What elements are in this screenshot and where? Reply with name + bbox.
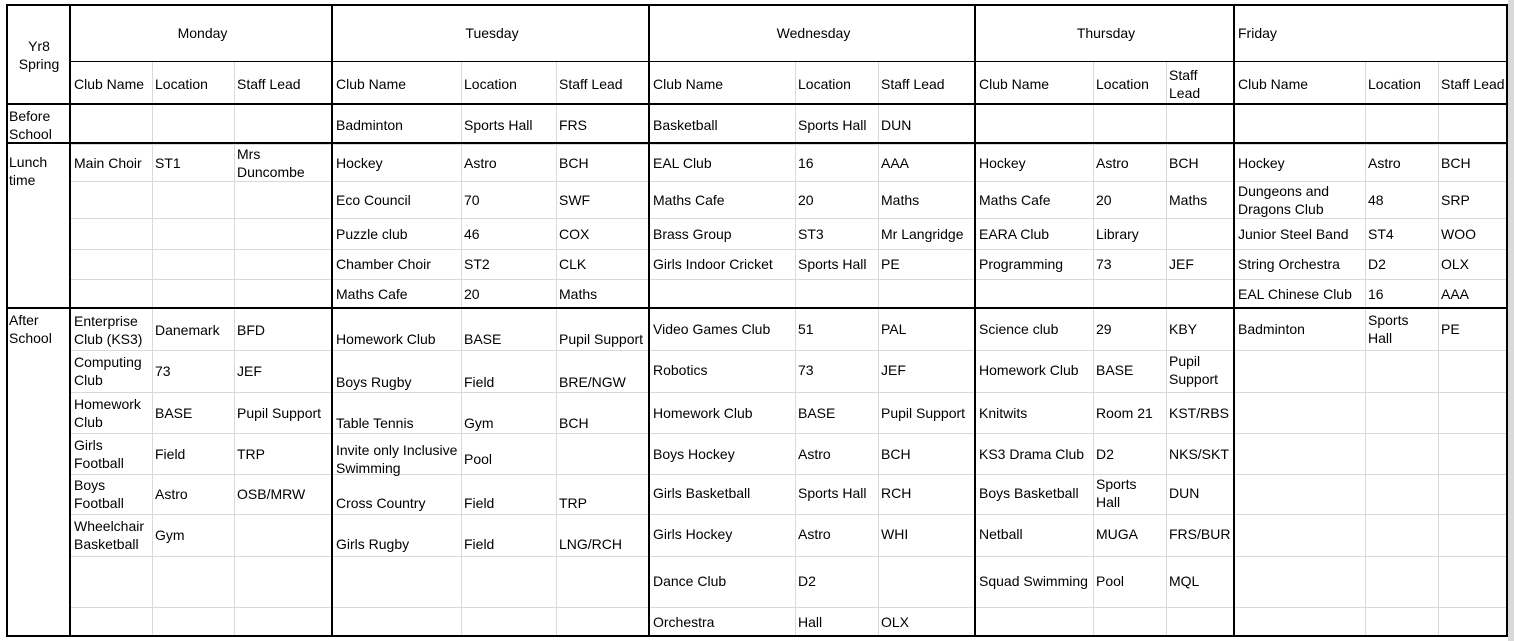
location-cell[interactable]: Hall	[798, 614, 823, 630]
club-name-cell[interactable]: Boys Basketball	[979, 485, 1079, 501]
staff-lead-cell[interactable]	[1166, 218, 1234, 249]
subheader-location[interactable]: Location	[1096, 76, 1149, 92]
location-cell[interactable]: 20	[464, 286, 480, 302]
staff-lead-cell[interactable]: Maths	[881, 191, 920, 208]
staff-lead-cell[interactable]: RCH	[881, 485, 912, 501]
location-cell[interactable]: BASE	[1096, 362, 1134, 378]
border-line	[1233, 4, 1235, 637]
staff-lead-cell[interactable]: JEF	[1169, 256, 1194, 272]
subheader-club-name[interactable]: Club Name	[979, 76, 1050, 92]
staff-lead-cell[interactable]: KST/RBS	[1169, 405, 1229, 421]
location-cell[interactable]: D2	[1368, 256, 1386, 272]
club-name-cell[interactable]: Robotics	[653, 362, 708, 378]
location-cell[interactable]: D2	[1096, 446, 1114, 462]
location-cell[interactable]: Sports Hall	[1368, 312, 1409, 346]
subheader-club-name[interactable]: Club Name	[336, 76, 407, 92]
club-name-cell[interactable]: Girls Rugby	[336, 536, 410, 552]
location-cell[interactable]: Field	[464, 536, 495, 552]
club-name-cell[interactable]: Homework Club	[653, 405, 753, 421]
club-name-cell[interactable]: EAL Club	[653, 154, 712, 171]
day-header-monday[interactable]: Monday	[177, 25, 228, 41]
club-name-cell[interactable]: Junior Steel Band	[1238, 225, 1349, 242]
staff-lead-cell[interactable]: PE	[1441, 321, 1460, 337]
club-name-cell[interactable]: Basketball	[653, 116, 718, 133]
club-name-cell[interactable]: Girls Indoor Cricket	[653, 256, 773, 272]
location-cell[interactable]: Pool	[1096, 573, 1125, 589]
border-line	[69, 4, 71, 637]
location-cell[interactable]: Astro	[1096, 154, 1129, 171]
location-cell[interactable]: 20	[798, 191, 814, 208]
staff-lead-cell[interactable]: CLK	[559, 256, 587, 272]
staff-lead-cell[interactable]: COX	[559, 225, 590, 242]
border-line	[6, 635, 1508, 637]
staff-lead-cell[interactable]: Mr Langridge	[881, 225, 964, 242]
club-name-cell[interactable]: Invite only Inclusive Swimming	[336, 442, 458, 476]
club-name-cell[interactable]: Homework Club	[74, 395, 141, 430]
location-cell[interactable]: Sports Hall	[798, 116, 867, 133]
location-cell[interactable]: Astro	[1368, 154, 1401, 171]
staff-lead-cell[interactable]: BCH	[881, 446, 911, 462]
location-cell[interactable]: ST3	[798, 225, 824, 242]
club-name-cell[interactable]: Programming	[979, 256, 1064, 272]
club-name-cell[interactable]: EARA Club	[979, 225, 1050, 242]
club-name-cell[interactable]: Netball	[979, 526, 1023, 542]
staff-lead-cell[interactable]	[878, 556, 975, 606]
location-cell[interactable]: Sports Hall	[798, 256, 867, 272]
club-name-cell[interactable]: Dungeons and Dragons Club	[1238, 182, 1330, 217]
location-cell[interactable]: D2	[798, 573, 816, 589]
subheader-club-name[interactable]: Club Name	[74, 76, 145, 92]
subheader-staff-lead[interactable]: Staff Lead	[237, 76, 301, 92]
border-line	[71, 61, 1508, 62]
club-name-cell[interactable]: Knitwits	[979, 405, 1028, 421]
club-name-cell[interactable]: Dance Club	[653, 573, 727, 589]
location-cell[interactable]: MUGA	[1096, 526, 1138, 542]
location-cell[interactable]: BASE	[798, 405, 836, 421]
location-cell[interactable]: 51	[798, 321, 814, 337]
location-cell[interactable]: Danemark	[155, 322, 220, 338]
staff-lead-cell[interactable]: PE	[881, 256, 900, 272]
location-cell[interactable]: BASE	[155, 404, 193, 421]
subheader-staff-lead[interactable]: Staff Lead	[559, 76, 623, 92]
location-cell[interactable]: 48	[1368, 191, 1384, 208]
staff-lead-cell[interactable]: TRP	[237, 445, 265, 462]
staff-lead-cell[interactable]: DUN	[881, 116, 912, 133]
club-name-cell[interactable]: Maths Cafe	[336, 286, 408, 302]
subheader-staff-lead[interactable]: Staff Lead	[1441, 76, 1505, 92]
club-name-cell[interactable]: Cross Country	[336, 495, 426, 511]
staff-lead-cell[interactable]: Mrs Duncombe	[237, 145, 305, 180]
border-line	[974, 4, 976, 637]
border-line	[6, 307, 1508, 309]
location-cell[interactable]: 29	[1096, 321, 1112, 337]
location-cell[interactable]: Sports Hall	[1096, 476, 1137, 510]
club-name-cell[interactable]: Boys Hockey	[653, 446, 735, 462]
club-name-cell[interactable]: Homework Club	[336, 331, 436, 347]
club-name-cell[interactable]: Boys Rugby	[336, 374, 412, 390]
border-line	[6, 4, 1508, 6]
club-name-cell[interactable]: Wheelchair Basketball	[74, 518, 145, 552]
staff-lead-cell[interactable]: BCH	[1441, 154, 1471, 171]
staff-lead-cell[interactable]: KBY	[1169, 321, 1198, 337]
location-cell[interactable]: 73	[798, 362, 814, 378]
club-name-cell[interactable]: Main Choir	[74, 154, 142, 171]
location-cell[interactable]: 16	[798, 154, 814, 171]
staff-lead-cell[interactable]: JEF	[881, 362, 906, 378]
period-lunch-time[interactable]: Lunch time	[9, 154, 48, 188]
location-cell[interactable]: 46	[464, 225, 480, 242]
staff-lead-cell[interactable]: SRP	[1441, 191, 1470, 208]
location-cell[interactable]: 73	[155, 363, 171, 379]
club-name-cell[interactable]: Table Tennis	[336, 415, 414, 431]
club-name-cell[interactable]: Computing Club	[74, 354, 142, 388]
staff-lead-cell[interactable]: Maths	[1169, 191, 1208, 208]
border-line	[1506, 4, 1508, 637]
subheader-location[interactable]: Location	[798, 76, 851, 92]
location-cell[interactable]: BASE	[464, 331, 502, 347]
location-cell[interactable]: ST4	[1368, 225, 1394, 242]
staff-lead-cell[interactable]: Pupil Support	[559, 331, 644, 347]
staff-lead-cell[interactable]: WHI	[881, 526, 909, 542]
staff-lead-cell[interactable]: PAL	[881, 321, 907, 337]
subheader-location[interactable]: Location	[155, 76, 208, 92]
location-cell[interactable]: Sports Hall	[798, 485, 867, 501]
staff-lead-cell[interactable]: OSB/MRW	[237, 486, 306, 502]
staff-lead-cell[interactable]: BCH	[559, 415, 589, 431]
staff-lead-cell[interactable]: FRS	[559, 116, 587, 133]
subheader-staff-lead[interactable]: Staff Lead	[881, 76, 945, 92]
border-line	[6, 142, 1508, 144]
border-line	[648, 4, 650, 637]
location-cell[interactable]: ST2	[464, 256, 490, 272]
staff-lead-cell[interactable]: MQL	[1169, 573, 1200, 589]
club-name-cell[interactable]: Brass Group	[653, 225, 732, 242]
location-cell[interactable]: Astro	[155, 486, 188, 502]
club-name-cell[interactable]: Hockey	[336, 154, 383, 171]
club-name-cell[interactable]: Video Games Club	[653, 321, 771, 337]
location-cell[interactable]: Field	[464, 495, 495, 511]
staff-lead-cell[interactable]: OLX	[881, 614, 910, 630]
club-name-cell[interactable]: Enterprise Club (KS3)	[74, 313, 143, 347]
club-name-cell[interactable]: Orchestra	[653, 614, 715, 630]
location-cell[interactable]: Astro	[798, 526, 831, 542]
location-cell[interactable]: Library	[1096, 225, 1139, 242]
staff-lead-cell[interactable]: OLX	[1441, 256, 1470, 272]
club-name-cell[interactable]: Homework Club	[979, 362, 1079, 378]
club-name-cell[interactable]: KS3 Drama Club	[979, 446, 1085, 462]
club-name-cell[interactable]: Badminton	[336, 116, 403, 133]
club-name-cell[interactable]: Maths Cafe	[653, 191, 725, 208]
staff-lead-cell[interactable]: WOO	[1441, 225, 1476, 242]
location-cell[interactable]: ST1	[155, 154, 181, 171]
day-header-friday[interactable]: Friday	[1238, 25, 1277, 41]
period-after-school[interactable]: After School	[9, 312, 52, 346]
staff-lead-cell[interactable]: Pupil Support	[1169, 353, 1219, 387]
staff-lead-cell[interactable]: FRS/BUR	[1169, 526, 1231, 542]
location-cell[interactable]: Pool	[464, 451, 493, 467]
club-name-cell[interactable]: Science club	[979, 321, 1059, 337]
day-header-wednesday[interactable]: Wednesday	[776, 25, 851, 41]
club-name-cell[interactable]: Girls Hockey	[653, 526, 733, 542]
location-cell[interactable]: Astro	[798, 446, 831, 462]
staff-lead-cell[interactable]: TRP	[559, 495, 587, 511]
club-name-cell[interactable]: Badminton	[1238, 321, 1305, 337]
location-cell[interactable]: Field	[155, 445, 186, 462]
subheader-location[interactable]: Location	[1368, 76, 1421, 92]
border-line	[331, 4, 333, 637]
subheader-club-name[interactable]: Club Name	[653, 76, 724, 92]
location-cell[interactable]: Field	[464, 374, 495, 390]
club-name-cell[interactable]: String Orchestra	[1238, 256, 1340, 272]
staff-lead-cell[interactable]: Pupil Support	[881, 405, 966, 421]
subheader-location[interactable]: Location	[464, 76, 517, 92]
location-cell[interactable]: 20	[1096, 191, 1112, 208]
club-name-cell[interactable]: Hockey	[979, 154, 1026, 171]
location-cell[interactable]: 16	[1368, 286, 1384, 302]
day-header-thursday[interactable]: Thursday	[1076, 25, 1136, 41]
staff-lead-cell[interactable]: BCH	[559, 154, 589, 171]
club-name-cell[interactable]: Hockey	[1238, 154, 1285, 171]
club-name-cell[interactable]: Chamber Choir	[336, 256, 431, 272]
location-cell[interactable]: Astro	[464, 154, 497, 171]
location-cell[interactable]: Room 21	[1096, 405, 1153, 421]
location-cell[interactable]: 73	[1096, 256, 1112, 272]
club-name-cell[interactable]: Girls Football	[74, 436, 124, 471]
staff-lead-cell[interactable]: LNG/RCH	[559, 536, 623, 552]
border-line	[6, 4, 8, 637]
period-before-school[interactable]: Before School	[9, 107, 52, 142]
club-name-cell[interactable]: Maths Cafe	[979, 191, 1051, 208]
club-name-cell[interactable]: EAL Chinese Club	[1238, 286, 1352, 302]
staff-lead-cell[interactable]	[556, 434, 648, 484]
staff-lead-cell[interactable]: DUN	[1169, 485, 1200, 501]
location-cell[interactable]: Sports Hall	[464, 116, 533, 133]
staff-lead-cell[interactable]: AAA	[881, 154, 910, 171]
corner-label[interactable]: Yr8 Spring	[18, 37, 60, 72]
staff-lead-cell[interactable]: BRE/NGW	[559, 374, 626, 390]
staff-lead-cell[interactable]: Maths	[559, 286, 598, 302]
border-line	[6, 103, 1508, 105]
staff-lead-cell[interactable]: SWF	[559, 191, 591, 208]
staff-lead-cell[interactable]	[234, 514, 332, 556]
day-header-tuesday[interactable]: Tuesday	[465, 25, 519, 41]
staff-lead-cell[interactable]: BFD	[237, 322, 265, 338]
location-cell[interactable]: Gym	[464, 415, 494, 431]
location-cell[interactable]: Gym	[155, 527, 185, 543]
club-name-cell[interactable]: Boys Football	[74, 477, 124, 511]
staff-lead-cell[interactable]: NKS/SKT	[1169, 446, 1229, 462]
club-name-cell[interactable]: Girls Basketball	[653, 485, 751, 501]
location-cell[interactable]: 70	[464, 191, 480, 208]
staff-lead-cell[interactable]: JEF	[237, 363, 262, 379]
staff-lead-cell[interactable]: AAA	[1441, 286, 1470, 302]
staff-lead-cell[interactable]: BCH	[1169, 154, 1199, 171]
subheader-staff-lead[interactable]: Staff Lead	[1169, 67, 1201, 101]
club-name-cell[interactable]: Puzzle club	[336, 225, 408, 242]
club-name-cell[interactable]: Squad Swimming	[979, 573, 1088, 589]
club-name-cell[interactable]: Eco Council	[336, 191, 411, 208]
staff-lead-cell[interactable]: Pupil Support	[237, 404, 322, 421]
subheader-club-name[interactable]: Club Name	[1238, 76, 1309, 92]
